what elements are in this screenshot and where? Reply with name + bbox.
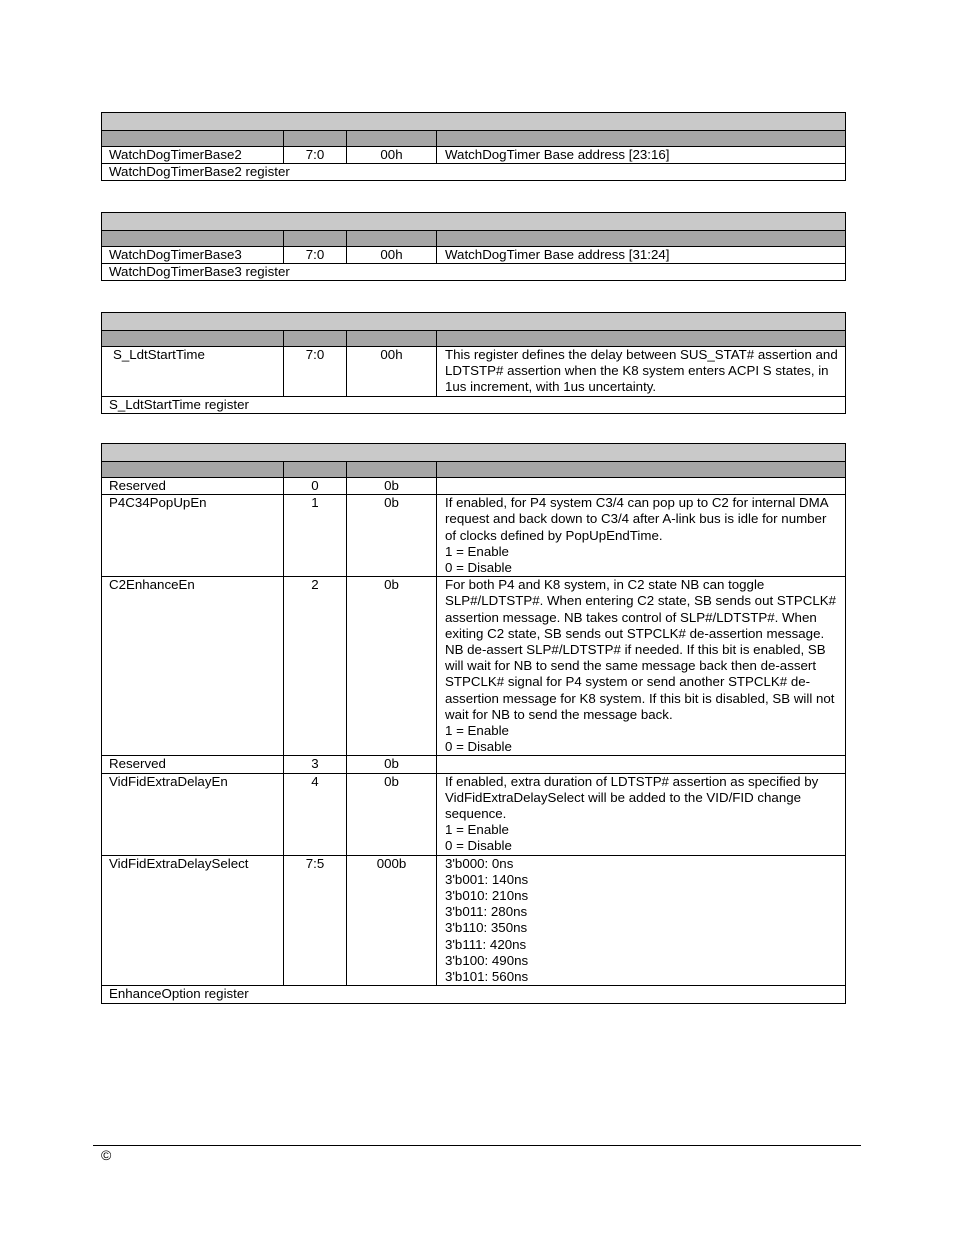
- description: If enabled, extra duration of LDTSTP# assertion as specified by VidFidExtraDelaySelect will be added to the VID/FID change sequence. 1 = Enable 0 = Disable: [437, 773, 846, 855]
- table-caption-row: [102, 986, 846, 1003]
- field-name: Reserved: [102, 478, 284, 495]
- default-value: 00h: [347, 347, 437, 397]
- default-value: 0b: [347, 756, 437, 773]
- register-table-enhanceoption: [101, 443, 846, 1004]
- register-caption: EnhanceOption register: [102, 986, 846, 1003]
- table-row: [102, 247, 846, 264]
- field-name: P4C34PopUpEn: [102, 495, 284, 577]
- table-row: [102, 478, 846, 495]
- table-title-row: [102, 213, 846, 231]
- bits: 1: [284, 495, 347, 577]
- description: [437, 478, 846, 495]
- bits: 0: [284, 478, 347, 495]
- table-row: [102, 147, 846, 164]
- default-value: 0b: [347, 773, 437, 855]
- description: If enabled, for P4 system C3/4 can pop up to C2 for internal DMA request and back down to C3/4 after A-link bus is idle for number of clocks defined by PopUpEndTime. 1 = Enable 0 = Disable: [437, 495, 846, 577]
- description: WatchDogTimer Base address [23:16]: [437, 147, 846, 164]
- table-title-row: [102, 113, 846, 131]
- table-header-row: [102, 231, 846, 247]
- default-value: 00h: [347, 247, 437, 264]
- description: This register defines the delay between SUS_STAT# assertion and LDTSTP# assertion when the K8 system enters ACPI S states, in 1us increment, with 1us uncertainty.: [437, 347, 846, 397]
- table-header-row: [102, 331, 846, 347]
- field-name: WatchDogTimerBase2: [102, 147, 284, 164]
- register-caption: S_LdtStartTime register: [102, 396, 846, 413]
- default-value: 000b: [347, 855, 437, 986]
- register-table-watchdogtimerbase2: [101, 112, 846, 181]
- field-name: C2EnhanceEn: [102, 577, 284, 756]
- description: WatchDogTimer Base address [31:24]: [437, 247, 846, 264]
- default-value: 0b: [347, 577, 437, 756]
- register-table-watchdogtimerbase3: [101, 212, 846, 281]
- default-value: 0b: [347, 478, 437, 495]
- field-name: VidFidExtraDelayEn: [102, 773, 284, 855]
- table-caption-row: [102, 264, 846, 281]
- table-caption-row: [102, 396, 846, 413]
- bits: 7:5: [284, 855, 347, 986]
- field-name: S_LdtStartTime: [102, 347, 284, 397]
- table-row: [102, 495, 846, 577]
- field-name: Reserved: [102, 756, 284, 773]
- bits: 7:0: [284, 347, 347, 397]
- bits: 4: [284, 773, 347, 855]
- register-caption: WatchDogTimerBase2 register: [102, 164, 846, 181]
- field-name: VidFidExtraDelaySelect: [102, 855, 284, 986]
- default-value: 0b: [347, 495, 437, 577]
- table-title-row: [102, 444, 846, 462]
- table-title-row: [102, 313, 846, 331]
- register-table-s-ldtstarttime: [101, 312, 846, 414]
- field-name: WatchDogTimerBase3: [102, 247, 284, 264]
- footer-divider: [93, 1145, 861, 1146]
- description: [437, 756, 846, 773]
- bits: 3: [284, 756, 347, 773]
- default-value: 00h: [347, 147, 437, 164]
- table-row: [102, 756, 846, 773]
- bits: 7:0: [284, 147, 347, 164]
- bits: 2: [284, 577, 347, 756]
- bits: 7:0: [284, 247, 347, 264]
- table-caption-row: [102, 164, 846, 181]
- table-row: [102, 577, 846, 756]
- table-header-row: [102, 131, 846, 147]
- table-row: [102, 855, 846, 986]
- description: For both P4 and K8 system, in C2 state NB can toggle SLP#/LDTSTP#. When entering C2 state, SB sends out STPCLK# assertion message. NB takes control of SLP#/LDTSTP#. When exiting C2 state, SB sends out STPCLK# de-assertion message. NB de-assert SLP#/LDTSTP# if needed. If this bit is enabled, SB will wait for NB to send the same message back then de-assert STPCLK# signal for P4 system or send another STPCLK# de-assertion message for K8 system. If this bit is disabled, SB will not wait for NB to send the message back. 1 = Enable 0 = Disable: [437, 577, 846, 756]
- description: 3'b000: 0ns 3'b001: 140ns 3'b010: 210ns 3'b011: 280ns 3'b110: 350ns 3'b111: 420ns 3'b100: 490ns 3'b101: 560ns: [437, 855, 846, 986]
- table-row: [102, 347, 846, 397]
- table-row: [102, 773, 846, 855]
- copyright-symbol: ©: [101, 1147, 112, 1163]
- table-header-row: [102, 462, 846, 478]
- register-caption: WatchDogTimerBase3 register: [102, 264, 846, 281]
